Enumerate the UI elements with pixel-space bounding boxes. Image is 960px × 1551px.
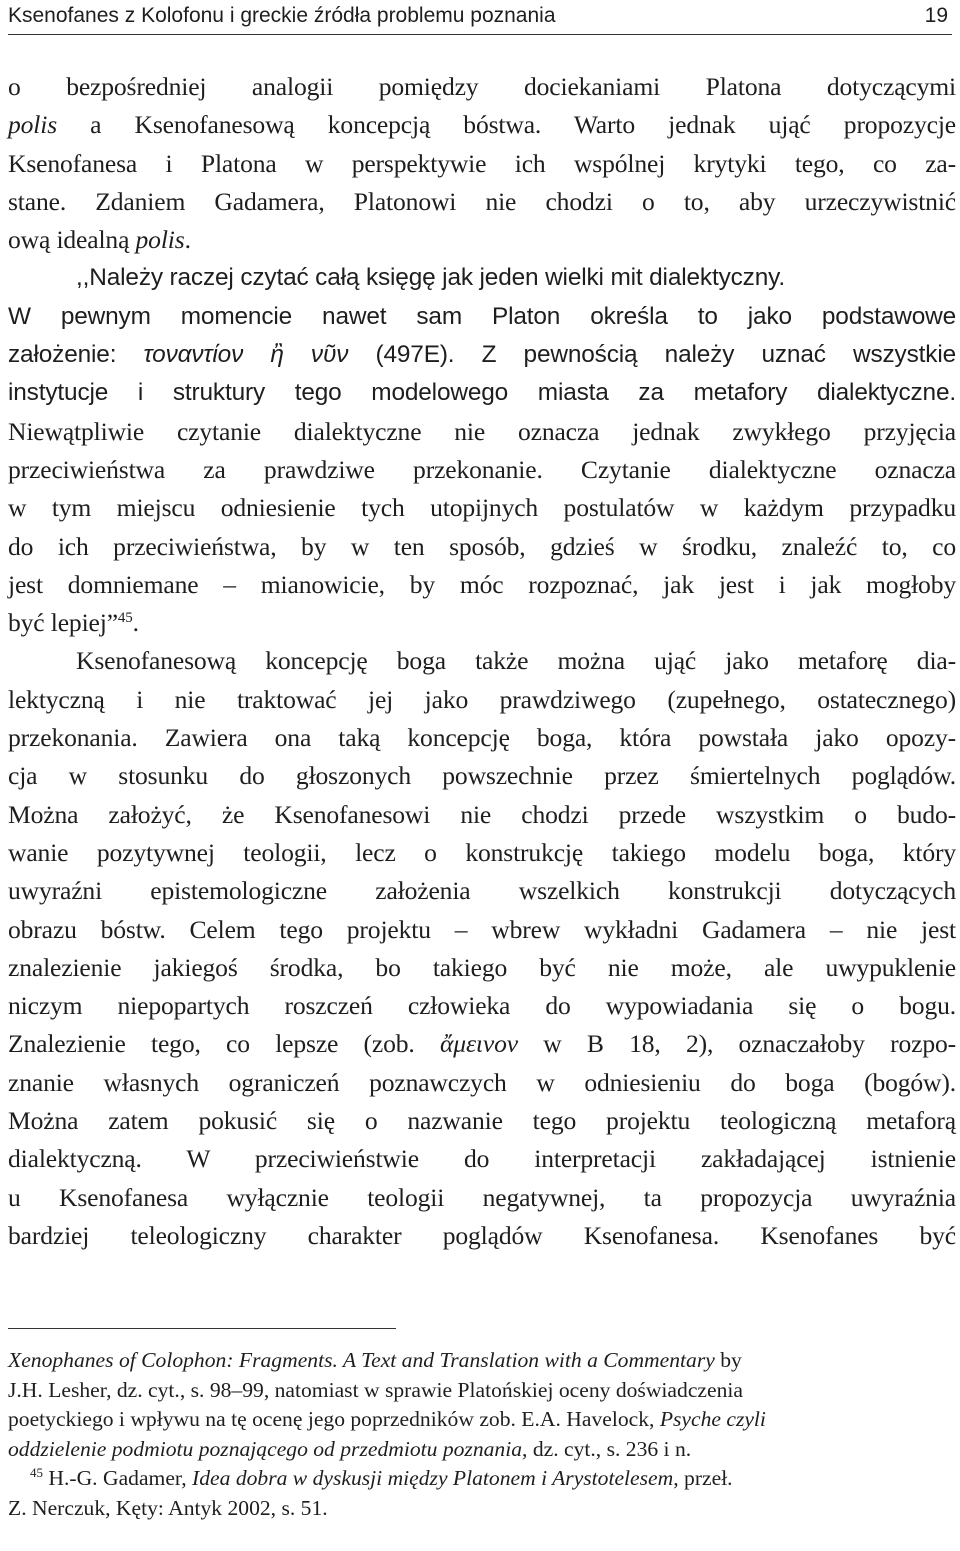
text-line: przeciwieństwa za prawdziwe przekonanie. Czytanie dialektyczne oznacza	[8, 454, 956, 484]
footnote-line: Z. Nerczuk, Kęty: Antyk 2002, s. 51.	[8, 1495, 328, 1520]
footnote-line: $^{45}$ H.-G. Gadamer, Idea dobra w dyskusji między Platonem i Arystotelesem, przeł.	[30, 1465, 733, 1491]
quote-line: ,,Należy raczej czytać całą księgę jak jeden wielki mit dialektyczny.	[76, 264, 785, 292]
quote-line: instytucje i struktury tego modelowego miasta za metafory dialektyczne.	[8, 379, 956, 407]
footnote-line: J.H. Lesher, dz. cyt., s. 98–99, natomiast w sprawie Platońskiej oceny doświadczenia	[8, 1377, 743, 1402]
text-line: niczym niepopartych roszczeń człowieka do wypowiadania się o bogu.	[8, 991, 956, 1021]
text-line: Ksenofanesową koncepcję boga także można ująć jako metaforę dia-	[76, 646, 956, 676]
italic-title: Xenophanes of Colophon: Fragments. A Text and Translation with a Commentary	[8, 1348, 715, 1372]
text-line: jest domniemane – mianowicie, by móc rozpoznać, jak jest i jak mogłoby	[8, 569, 956, 599]
running-header	[8, 0, 952, 35]
quote-line: założenie: τοναντίον ἢ νῦν (497E). Z pewnością należy uznać wszystkie	[8, 341, 956, 369]
italic-title: Idea dobra w dyskusji między Platonem i Arystotelesem	[192, 1466, 674, 1491]
text-line: stane. Zdaniem Gadamera, Platonowi nie chodzi o to, aby urzeczywistnić	[8, 186, 956, 216]
text-line: obrazu bóstw. Celem tego projektu – wbrew wykładni Gadamera – nie jest	[8, 914, 956, 944]
text-line: bardziej teleologiczny charakter poglądów Ksenofanesa. Ksenofanes być	[8, 1220, 956, 1250]
italic-title: Psyche czyli	[659, 1407, 766, 1432]
footnote-number: 45	[30, 1465, 43, 1481]
footnote-ref[interactable]: 45	[117, 610, 133, 627]
page-number: 19	[924, 4, 948, 27]
footnote-line: Xenophanes of Colophon: Fragments. A Text and Translation with a Commentary by	[8, 1348, 742, 1372]
main-text	[8, 68, 956, 1255]
footnote-line: poetyckiego i wpływu na tę ocenę jego poprzedników zob. E.A. Havelock, Psyche czyli	[8, 1407, 766, 1432]
text-line: być lepiej”$^{45}$.	[8, 608, 139, 638]
text-line: Niewątpliwie czytanie dialektyczne nie oznacza jednak zwykłego przyjęcia	[8, 416, 956, 446]
text-line: Znalezienie tego, co lepsze (zob. ἄμεινον w B 18, 2), oznaczałoby rozpo-	[8, 1029, 956, 1059]
text-line: cja w stosunku do głoszonych powszechnie przez śmiertelnych poglądów.	[8, 761, 956, 791]
text-line: do ich przeciwieństwa, by w ten sposób, gdzieś w środku, znaleźć to, co	[8, 531, 956, 561]
greek-phrase: ἄμεινον	[439, 1029, 518, 1059]
text-line: polis a Ksenofanesową koncepcją bóstwa. Warto jednak ująć propozycje	[8, 110, 956, 140]
greek-phrase: τοναντίον ἢ νῦν	[143, 341, 349, 369]
text-line: znanie własnych ograniczeń poznawczych w odniesieniu do boga (bogów).	[8, 1067, 956, 1097]
text-line: lektyczną i nie traktować jej jako prawdziwego (zupełnego, ostatecznego)	[8, 684, 956, 714]
text-line: w tym miejscu odniesienie tych utopijnych postulatów w każdym przypadku	[8, 493, 956, 523]
footnote-line: oddzielenie podmiotu poznającego od przedmiotu poznania, dz. cyt., s. 236 i n.	[8, 1436, 692, 1461]
text-line: Można zatem pokusić się o nazwanie tego projektu teologiczną metaforą	[8, 1106, 956, 1136]
quote-line: W pewnym momencie nawet sam Platon określa to jako podstawowe	[8, 302, 956, 330]
footnotes	[8, 1346, 956, 1524]
italic-term: polis	[8, 110, 58, 140]
text-line: znalezienie jakiegoś środka, bo takiego być nie może, ale uwypuklenie	[8, 952, 956, 982]
text-line: dialektyczną. W przeciwieństwie do interpretacji zakładającej istnienie	[8, 1144, 956, 1174]
text-line: Można założyć, że Ksenofanesowi nie chodzi przede wszystkim o budo-	[8, 799, 956, 829]
text-line: ową idealną polis.	[8, 225, 191, 255]
footnote-divider	[8, 1328, 396, 1329]
text-line: Ksenofanesa i Platona w perspektywie ich wspólnej krytyki tego, co za-	[8, 148, 956, 178]
italic-term: polis	[135, 225, 185, 255]
text-line: o bezpośredniej analogii pomiędzy dociekaniami Platona dotyczącymi	[8, 72, 956, 101]
running-title: Ksenofanes z Kolofonu i greckie źródła problemu poznania	[8, 4, 556, 27]
text-line: u Ksenofanesa wyłącznie teologii negatywnej, ta propozycja uwyraźnia	[8, 1182, 956, 1212]
italic-title: oddzielenie podmiotu poznającego od przedmiotu poznania	[8, 1436, 523, 1461]
text-line: wanie pozytywnej teologii, lecz o konstrukcję takiego modelu boga, który	[8, 837, 956, 867]
text-line: przekonania. Zawiera ona taką koncepcję boga, która powstała jako opozy-	[8, 723, 956, 753]
text-line: uwyraźni epistemologiczne założenia wszelkich konstrukcji dotyczących	[8, 876, 956, 906]
